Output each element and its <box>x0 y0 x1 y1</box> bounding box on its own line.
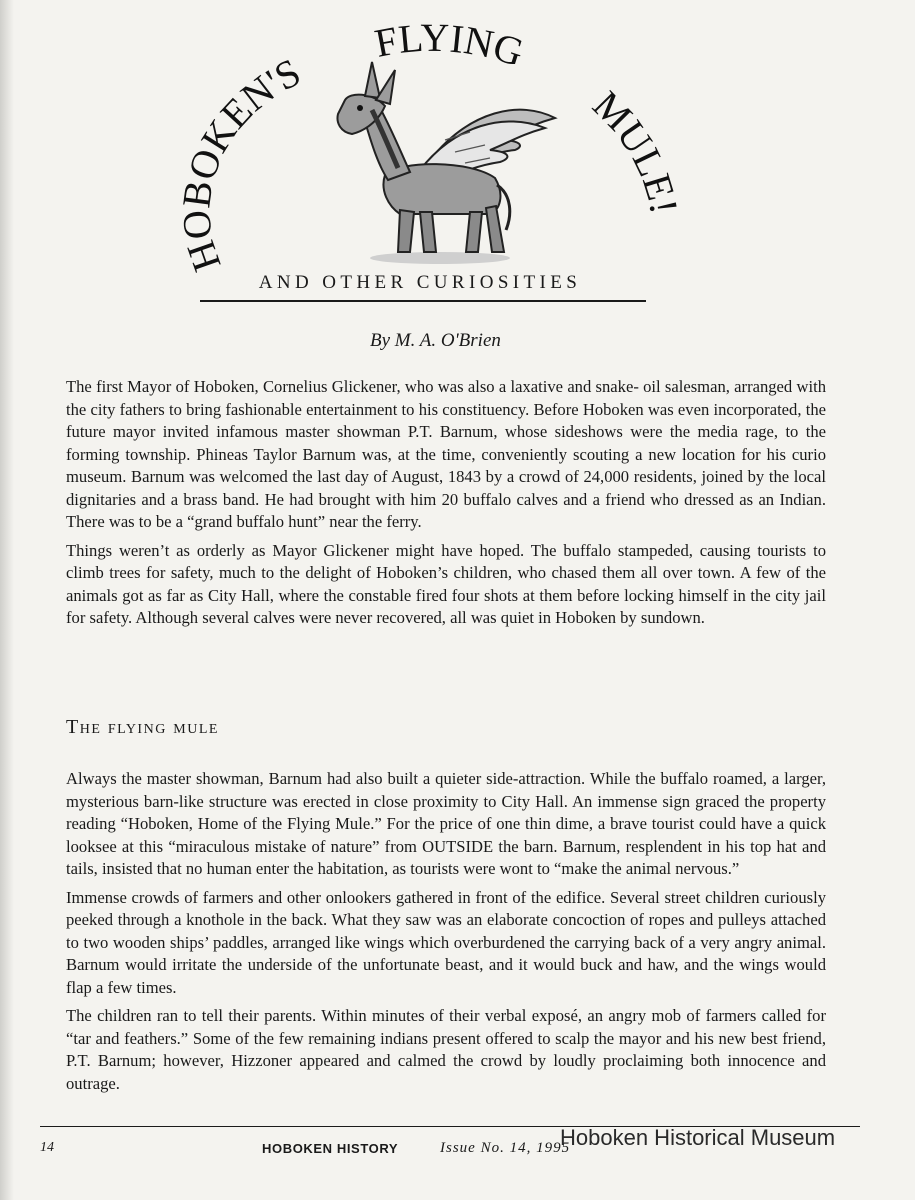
mule-eye <box>357 105 363 111</box>
mule-leg-front-left <box>398 210 414 252</box>
museum-watermark: Hoboken Historical Museum <box>560 1125 836 1150</box>
section-paragraph: Always the master showman, Barnum had also built a quieter side-attraction. While the buffalo roamed, a larger, mysterious barn-like structure was erected in close proximity to City Hall. An immense sign graced the property reading “Hoboken, Home of the Flying Mule.” For the price of one thin dime, a brave tourist could have a quick looksee at this “miraculous mistake of nature” from OUTSIDE the barn. Barnum, resplendent in his top hat and tails, insisted that no human enter the habitation, as tourists were wont to “make the animal nervous.” <box>66 769 826 878</box>
mule-ear-left <box>365 62 380 98</box>
title-flying-text: FLYING <box>371 14 530 76</box>
mule-leg-front-right <box>420 212 436 252</box>
intro-text <box>66 376 826 636</box>
title-hoboken-text: HOBOKEN'S <box>173 49 308 278</box>
issue-label: Issue No. 14, 1995 <box>440 1140 571 1156</box>
section-heading: The flying mule <box>66 716 219 738</box>
section-paragraph: The children ran to tell their parents. Within minutes of their verbal exposé, an angry mob of farmers called for “tar and feathers.” Some of the few remaining indians present offered to scalp the mayor and his new best friend, P.T. Barnum; however, Hizzoner appeared and calmed the crowd by loudly proclaiming both innocence and outrage. <box>66 1006 826 1093</box>
intro-paragraph: Things weren’t as orderly as Mayor Glickener might have hoped. The buffalo stampeded, causing tourists to climb trees for safety, much to the delight of Hoboken’s children, who chased them all over town. A few of the animals got as far as City Hall, where the constable fired four shots at them before locking himself in the city jail for safety. Although several calves were never recovered, all was quiet in Hoboken by sundown. <box>66 540 826 627</box>
mule-ground-shadow <box>370 252 510 264</box>
title-mule <box>584 82 687 217</box>
article-header <box>0 0 915 351</box>
article-byline: By M. A. O'Brien <box>370 330 501 351</box>
section-text <box>66 768 826 1101</box>
intro-paragraph: The first Mayor of Hoboken, Cornelius Glickener, who was also a laxative and snake- oil salesman, arranged with the city fathers to bring fashionable entertainment to his constituency. Before Hoboken was even incorporated, the future mayor invited infamous master showman P.T. Barnum, whose sideshows were the media rage, to the forming township. Phineas Taylor Barnum was, at the time, conveniently scouting a new location for his curio museum. Barnum was welcomed the last day of August, 1843 by a crowd of 24,000 residents, joined by the local dignitaries and a brass band. He had brought with him 20 buffalo calves and a friend who dressed as an Indian. There was to be a “grand buffalo hunt” near the ferry. <box>66 377 826 531</box>
publication-name: HOBOKEN HISTORY <box>262 1141 399 1156</box>
title-hoboken <box>173 49 307 277</box>
section-paragraph: Immense crowds of farmers and other onlookers gathered in front of the edifice. Several street children curiously peeked through a knothole in the back. What they saw was an elaborate concoction of ropes and pulleys attached to two wooden ships’ paddles, arranged like wings which overburdened the carrying back of a very angry animal. Barnum would irritate the underside of the unfortunate beast, and it would buck and haw, and the wings would flap a few times. <box>66 887 826 997</box>
article-subtitle: AND OTHER CURIOSITIES <box>258 272 582 293</box>
title-mule-text: MULE! <box>584 82 687 218</box>
header-rule <box>200 300 646 302</box>
title-flying <box>371 15 529 75</box>
page-number: 14 <box>40 1140 54 1155</box>
mule-leg-back-right <box>486 206 504 252</box>
mule-ear-right <box>376 70 395 104</box>
mule-leg-back-left <box>466 212 482 252</box>
flying-mule-illustration <box>338 62 555 264</box>
